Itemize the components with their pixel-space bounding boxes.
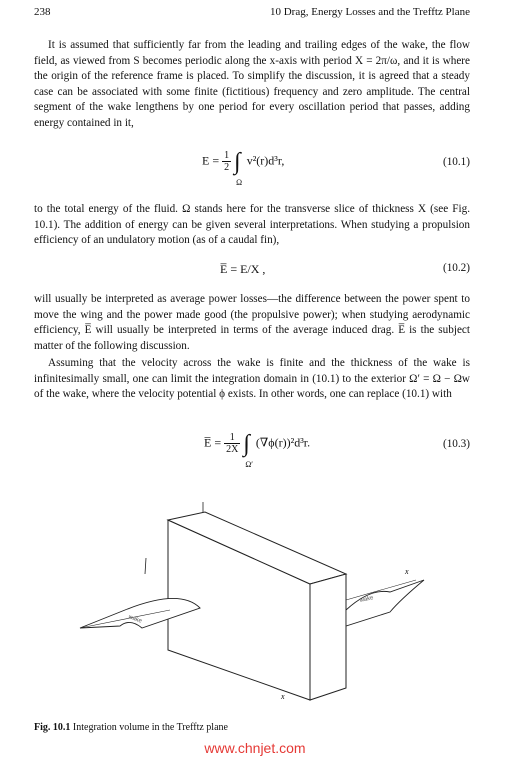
wake-label-right: wake [359, 595, 375, 604]
eq2-number: (10.2) [442, 262, 470, 274]
eq1-fraction: $\frac{1}{2}$ [224, 150, 230, 173]
eq1-lhs: E = [202, 153, 220, 168]
paragraph-2: to the total energy of the fluid. Ω stands here for the transverse slice of thickness X (see Fig. 10.1). The addition of energy can be given several interpretations. When studying a propulsion efficiency of an undulatory motion (as of a caudal fin), [34, 203, 470, 247]
slab-side-face [310, 574, 346, 700]
eq1-integral: ∫ Ω [234, 148, 243, 187]
paragraph-1: It is assumed that sufficiently far from the leading and trailing edges of the wake, the flow field, as viewed from S becomes periodic along the x-axis with period X = 2π/ω, and it is where the origin of the reference frame is placed. To simplify the discussion, it is agreed that a steady case can be associated with some finite (fictitious) frequency and zero amplitude. The central segment of the wake lengthens by one period for every oscillation period that passes, adding energy contained in it, [34, 39, 470, 129]
equation-10-1 [34, 148, 470, 188]
equation-10-3 [34, 430, 470, 470]
eq3-fraction: $\frac{1}{2X}$ [226, 432, 239, 455]
x-dimension-label: x [281, 692, 285, 701]
equation-10-2 [34, 262, 470, 282]
paragraph-3: will usually be interpreted as average power losses—the difference between the power spent to move the wing and the power made good (the propulsive power); when studying aerodynamic efficiency, E̅ will usually be interpreted in terms of the average induced drag. E̅ is the subject matter of the following discussion. [34, 293, 470, 352]
eq3-integral: ∫ Ω′ [243, 430, 254, 469]
page-number: 238 [34, 6, 51, 18]
eq2-expression: E̅ = E/X , [220, 262, 266, 276]
eq3-number: (10.3) [442, 438, 470, 450]
caption-text: Integration volume in the Trefftz plane [72, 722, 228, 733]
eq3-lhs: E̅ = [204, 435, 222, 450]
figure-caption [34, 722, 228, 733]
wake-label-left: wake [127, 614, 143, 625]
figure-integration-volume [70, 500, 430, 710]
wake-right-surface [346, 580, 424, 626]
eq1-integrand: v²(r)d³r, [246, 153, 285, 168]
left-axis-tick [145, 558, 146, 574]
running-title: 10 Drag, Energy Losses and the Trefftz Plane [269, 6, 470, 18]
eq3-integrand: (∇ϕ(r))²d³r. [255, 435, 311, 450]
watermark: www.chnjet.com [204, 740, 306, 756]
eq1-number: (10.1) [442, 156, 470, 168]
x-axis-label-right: x [405, 567, 409, 576]
paragraph-4: Assuming that the velocity across the wake is finite and the thickness of the wake is infinitesimally small, one can limit the integration domain in (10.1) to the exterior Ω′ = Ω − Ωw of the wake, where the velocity potential ϕ exists. In other words, one can replace (10.1) with [34, 357, 470, 401]
caption-label: Fig. 10.1 [34, 722, 71, 733]
